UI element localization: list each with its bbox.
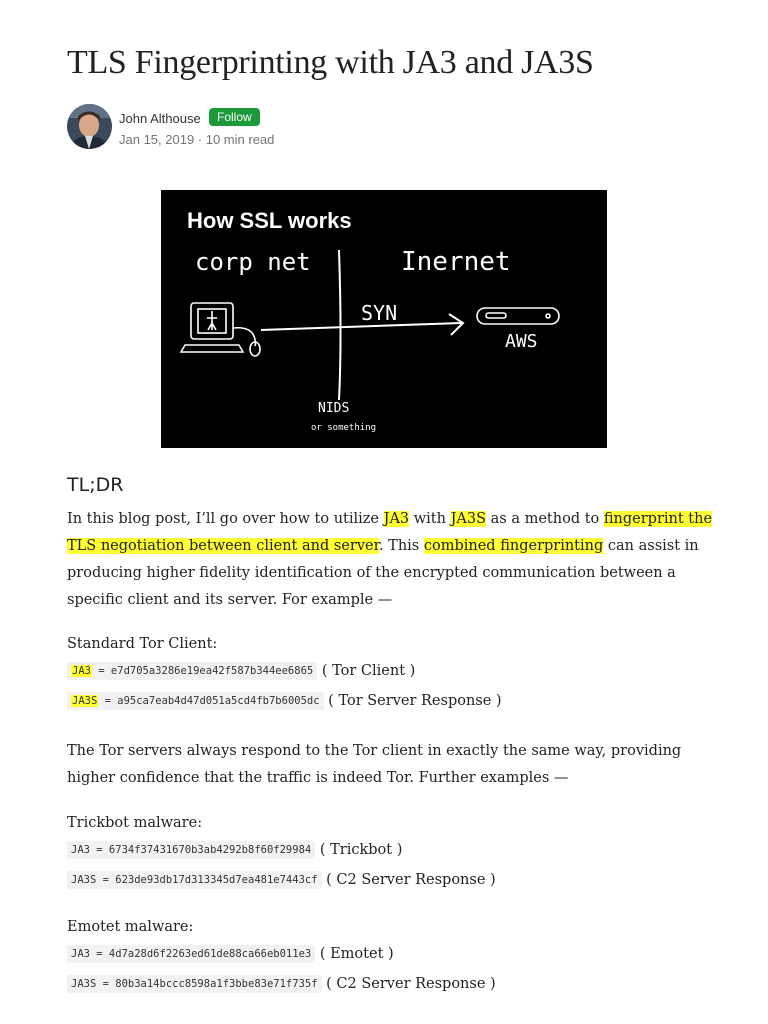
intro-text: . This <box>378 538 424 554</box>
corp-net-label: corp net <box>195 248 311 276</box>
tldr-heading: TL;DR <box>67 474 124 496</box>
code-hash: = e7d705a3286e19ea42f587b344ee6865 <box>91 665 314 677</box>
code-key: JA3 <box>72 665 91 677</box>
trickbot-ja3s-line <box>67 871 496 889</box>
highlight-combined: combined fingerprinting <box>423 538 604 554</box>
arrow-head <box>449 314 463 335</box>
intro-text: can assist in producing higher fidelity identification of the encrypted communication between a specific client and its server. For example — <box>67 538 699 608</box>
tor-ja3-code <box>67 662 317 680</box>
intro-text: as a method to <box>486 511 604 527</box>
emotet-label: Emotet malware: <box>67 919 194 935</box>
figure-drawing <box>161 190 607 448</box>
code-note: ( C2 Server Response ) <box>321 976 496 992</box>
code-note: ( C2 Server Response ) <box>321 872 496 888</box>
intro-paragraph <box>67 506 717 614</box>
article-title: TLS Fingerprinting with JA3 and JA3S <box>67 44 594 81</box>
tor-label: Standard Tor Client: <box>67 636 218 652</box>
intro-text: In this blog post, I’ll go over how to utilize <box>67 511 384 527</box>
byline <box>67 104 467 154</box>
tor-ja3s-code <box>67 692 324 710</box>
nids-sublabel: or something <box>311 423 377 433</box>
publish-meta: Jan 15, 2019 · 10 min read <box>119 132 275 147</box>
code-hash: = a95ca7eab4d47d051a5cd4fb7b6005dc <box>98 695 320 707</box>
trickbot-ja3-code: JA3 = 6734f37431670b3ab4292b8f60f29984 <box>67 841 315 859</box>
tor-paragraph: The Tor servers always respond to the Tor client in exactly the same way, providing higher confidence that the traffic is indeed Tor. Further examples — <box>67 743 682 786</box>
avatar-image <box>67 104 112 149</box>
syn-label: SYN <box>361 301 398 325</box>
emotet-ja3s-line <box>67 975 496 993</box>
code-note: ( Trickbot ) <box>315 842 403 858</box>
code-key: JA3S <box>72 695 98 707</box>
tor-ja3s-line <box>67 692 502 710</box>
emotet-ja3-line <box>67 945 394 963</box>
author-name[interactable]: John Althouse <box>119 111 201 126</box>
emotet-ja3s-code: JA3S = 80b3a14bccc8598a1f3bbe83e71f735f <box>67 975 322 993</box>
code-note: ( Tor Server Response ) <box>323 693 502 709</box>
highlight-ja3: JA3 <box>383 511 410 527</box>
nids-label: NIDS <box>318 401 350 416</box>
code-note: ( Emotet ) <box>315 946 394 962</box>
client-computer-icon <box>181 303 260 356</box>
intro-text: with <box>409 511 451 527</box>
aws-label: AWS <box>505 331 538 352</box>
trickbot-label: Trickbot malware: <box>67 815 203 831</box>
trickbot-ja3-line <box>67 841 402 859</box>
author-avatar[interactable] <box>67 104 112 149</box>
highlight-ja3s: JA3S <box>450 511 487 527</box>
trickbot-ja3s-code: JA3S = 623de93db17d313345d7ea481e7443cf <box>67 871 322 889</box>
internet-label: Inernet <box>401 247 511 277</box>
tor-ja3-line <box>67 662 415 680</box>
figure-title: How SSL works <box>187 208 352 233</box>
network-divider <box>339 250 341 400</box>
server-icon <box>477 308 559 324</box>
highlight-fingerprint: fingerprint the TLS negotiation between client and server <box>67 511 713 554</box>
code-note: ( Tor Client ) <box>317 663 416 679</box>
follow-button[interactable]: Follow <box>209 108 260 126</box>
emotet-ja3-code: JA3 = 4d7a28d6f2263ed61de88ca66eb011e3 <box>67 945 315 963</box>
how-ssl-works-figure <box>161 190 607 448</box>
